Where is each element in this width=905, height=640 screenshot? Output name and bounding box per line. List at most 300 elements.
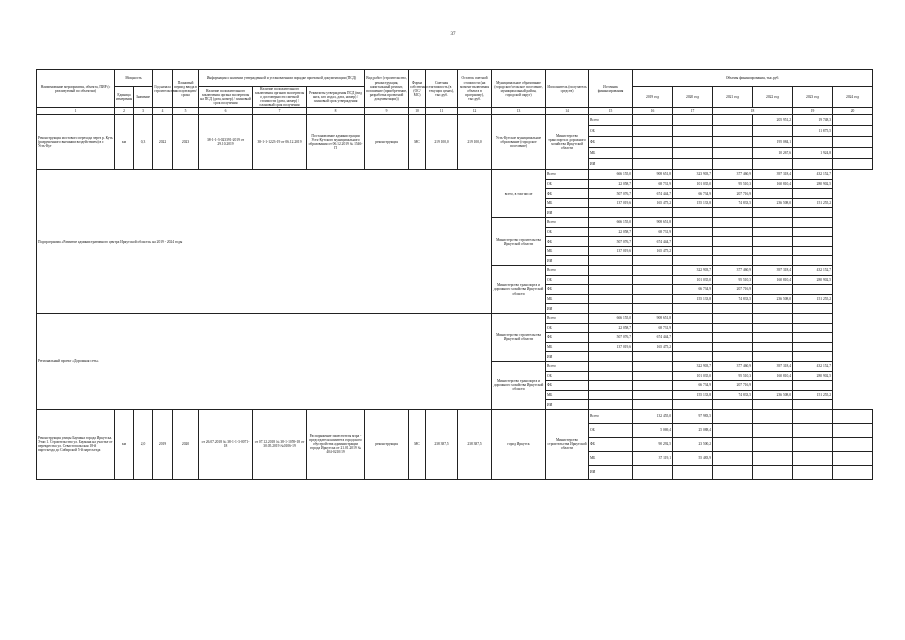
- funding-value-cell: [753, 409, 793, 423]
- object-municipality: город Иркутск: [492, 409, 546, 479]
- funding-source-cell: ОБ: [546, 275, 589, 285]
- header-work-type: Вид работ (строительство, реконструкция, капитальный ремонт, погашение (приобретение, разработка проектной документации)): [365, 70, 409, 108]
- object-unit: км: [115, 409, 134, 479]
- column-number: 5: [173, 108, 199, 115]
- funding-value-cell: [633, 352, 673, 362]
- funding-value-cell: [633, 465, 673, 479]
- funding-value-cell: [589, 256, 633, 266]
- funding-value-cell: [713, 148, 753, 159]
- object-remaining-cost: 219 100,0: [458, 115, 492, 170]
- funding-value-cell: [793, 208, 833, 218]
- funding-value-cell: [793, 137, 833, 148]
- funding-value-cell: [793, 285, 833, 295]
- column-number: 2: [115, 108, 134, 115]
- funding-value-cell: [589, 266, 633, 276]
- funding-value-cell: 507 076,7: [589, 237, 633, 247]
- object-reliability: от 07.12.2018 № 38-1-1059-18 от 30.05.2019 №0106-19: [253, 409, 307, 479]
- funding-value-cell: [753, 256, 793, 266]
- column-number: 18: [713, 108, 793, 115]
- funding-value-cell: [713, 342, 753, 352]
- funding-value-cell: [673, 218, 713, 228]
- header-psd-approval: Реквизиты утверждения ПСД (вид акта, кто издал, дата, номер) / плановый срок утверждения: [307, 87, 365, 108]
- funding-value-cell: 74 833,5: [713, 198, 753, 208]
- funding-value-cell: 37 119,1: [633, 451, 673, 465]
- group-name: Региональный проект «Дорожная сеть»: [37, 313, 492, 409]
- funding-value-cell: [713, 423, 753, 437]
- funding-value-cell: [833, 451, 873, 465]
- object-municipality: Усть-Кутское муниципальное образование (городское поселение): [492, 115, 546, 170]
- funding-value-cell: 280 902,5: [793, 275, 833, 285]
- funding-value-cell: [753, 304, 793, 314]
- funding-value-cell: 160 810,4: [753, 371, 793, 381]
- funding-source-cell: МБ: [546, 198, 589, 208]
- funding-value-cell: 66 734,9: [673, 381, 713, 391]
- funding-source-cell: ОБ: [546, 227, 589, 237]
- funding-value-cell: 207 716,9: [713, 381, 753, 391]
- header-remaining-cost: Остаток сметной стоимости (на момент включения объекта в программу), тыс.руб.: [458, 70, 492, 108]
- funding-value-cell: 151 255,2: [793, 390, 833, 400]
- funding-value-cell: [833, 137, 873, 148]
- header-year-2023: 2023 год: [793, 87, 833, 108]
- funding-value-cell: [753, 342, 793, 352]
- funding-value-cell: 22 058,7: [589, 179, 633, 189]
- funding-value-cell: [753, 159, 793, 170]
- funding-value-cell: [793, 423, 833, 437]
- funding-value-cell: 22 058,7: [589, 227, 633, 237]
- funding-source-cell: ФБ: [589, 437, 633, 451]
- funding-source-cell: ИИ: [546, 400, 589, 410]
- funding-value-cell: 397 318,4: [753, 170, 793, 180]
- object-reliability: 38-1-1-1223-19 от 06.12.2019: [253, 115, 307, 170]
- funding-value-cell: 195 084,1: [753, 137, 793, 148]
- funding-value-cell: [713, 126, 753, 137]
- funding-value-cell: [713, 159, 753, 170]
- group-executor: Министерство строительства Иркутской области: [492, 313, 546, 361]
- funding-value-cell: [633, 371, 673, 381]
- column-number: 8: [307, 108, 365, 115]
- funding-value-cell: [633, 381, 673, 391]
- funding-value-cell: 236 508,0: [753, 294, 793, 304]
- funding-value-cell: [753, 437, 793, 451]
- funding-value-cell: [833, 465, 873, 479]
- header-year-start: Год начала строительства: [153, 70, 173, 108]
- funding-value-cell: 280 902,5: [793, 179, 833, 189]
- header-year-2020: 2020 год: [673, 87, 713, 108]
- column-number: 3: [134, 108, 153, 115]
- funding-value-cell: [633, 148, 673, 159]
- column-number: 1: [37, 108, 115, 115]
- funding-value-cell: 95 510,3: [713, 371, 753, 381]
- funding-value-cell: 137 019,6: [589, 342, 633, 352]
- funding-value-cell: [753, 323, 793, 333]
- funding-value-cell: [793, 400, 833, 410]
- funding-source-cell: ИИ: [546, 304, 589, 314]
- funding-value-cell: [713, 246, 753, 256]
- funding-value-cell: 68 731,9: [633, 323, 673, 333]
- group-executor: всего, в том числе: [492, 170, 546, 218]
- funding-value-cell: 674 444,7: [633, 189, 673, 199]
- funding-value-cell: [713, 218, 753, 228]
- column-number: 17: [673, 108, 713, 115]
- header-year-end: Плановый период ввода в эксплуатацию/срока: [173, 70, 199, 108]
- funding-value-cell: [713, 333, 753, 343]
- funding-value-cell: 132 455,0: [633, 409, 673, 423]
- funding-value-cell: 151 255,2: [793, 294, 833, 304]
- funding-value-cell: [833, 159, 873, 170]
- header-expertise: Наличие положительного заключения органа экспертизы на ПСД (дата, номер) / плановый срок получения: [199, 87, 253, 108]
- column-number: 11: [426, 108, 458, 115]
- funding-value-cell: [753, 333, 793, 343]
- object-year-end: 2020: [173, 409, 199, 479]
- funding-value-cell: 11 875,5: [793, 126, 833, 137]
- funding-value-cell: [793, 409, 833, 423]
- funding-value-cell: [589, 352, 633, 362]
- funding-value-cell: [833, 115, 873, 126]
- funding-value-cell: [753, 126, 793, 137]
- funding-value-cell: [673, 159, 713, 170]
- funding-value-cell: 160 810,4: [753, 275, 793, 285]
- header-estimated-cost: Сметная стоимость (в текущих ценах), тыс.руб.: [426, 70, 458, 108]
- funding-value-cell: 666 155,0: [589, 170, 633, 180]
- funding-value-cell: [633, 208, 673, 218]
- funding-value-cell: 322 903,7: [673, 361, 713, 371]
- object-estimated-cost: 238 387,5: [426, 409, 458, 479]
- funding-source-cell: ОБ: [546, 371, 589, 381]
- funding-source-cell: МБ: [546, 342, 589, 352]
- funding-source-cell: ИИ: [589, 465, 633, 479]
- funding-value-cell: [673, 126, 713, 137]
- table-row: [37, 313, 873, 323]
- funding-value-cell: [633, 126, 673, 137]
- object-approval: Распоряжение заместителя мэра - председателя комитета городского обустройства администрации города Иркутска от 21.01.2019 № 404-0210/19: [307, 409, 365, 479]
- funding-source-cell: МБ: [589, 148, 633, 159]
- object-year-start: 2022: [153, 115, 173, 170]
- header-year-2022: 2022 год: [753, 87, 793, 108]
- header-name: Наименование мероприятия, объекта, ПИР (с реализуемый по объектам): [37, 70, 115, 108]
- funding-value-cell: [589, 390, 633, 400]
- funding-value-cell: [713, 352, 753, 362]
- funding-source-cell: ОБ: [546, 323, 589, 333]
- funding-value-cell: [713, 409, 753, 423]
- object-executor: Министерство транспорта и дорожного хозяйства Иркутской области: [546, 115, 589, 170]
- group-executor: Министерство строительства Иркутской области: [492, 218, 546, 266]
- funding-value-cell: 908 651,8: [633, 313, 673, 323]
- funding-value-cell: 908 651,8: [633, 170, 673, 180]
- funding-value-cell: [589, 400, 633, 410]
- funding-value-cell: [793, 333, 833, 343]
- column-number: 13: [492, 108, 546, 115]
- funding-value-cell: 397 318,4: [753, 266, 793, 276]
- funding-value-cell: [673, 465, 713, 479]
- table-row: [37, 115, 873, 126]
- funding-value-cell: [753, 227, 793, 237]
- column-number: 20: [833, 108, 873, 115]
- funding-value-cell: 207 716,9: [713, 285, 753, 295]
- funding-value-cell: [833, 409, 873, 423]
- column-number-row: [37, 108, 873, 115]
- funding-source-cell: МБ: [589, 451, 633, 465]
- funding-value-cell: [673, 227, 713, 237]
- funding-value-cell: [589, 275, 633, 285]
- funding-value-cell: [793, 465, 833, 479]
- object-unit: км: [115, 115, 134, 170]
- funding-value-cell: 95 510,3: [713, 275, 753, 285]
- funding-value-cell: 908 651,8: [633, 218, 673, 228]
- funding-source-cell: Всего: [589, 115, 633, 126]
- funding-value-cell: [793, 159, 833, 170]
- funding-value-cell: 205 951,2: [753, 115, 793, 126]
- funding-source-cell: МБ: [546, 390, 589, 400]
- group-name: Подпрограмма «Развитие административного центра Иркутской области» на 2019 - 2024 годы: [37, 170, 492, 314]
- funding-value-cell: [713, 437, 753, 451]
- header-year-2019: 2019 год: [633, 87, 673, 108]
- funding-value-cell: 10 267,6: [753, 148, 793, 159]
- funding-value-cell: [753, 237, 793, 247]
- funding-source-cell: Всего: [546, 266, 589, 276]
- funding-value-cell: 66 734,9: [673, 189, 713, 199]
- funding-value-cell: [713, 256, 753, 266]
- funding-value-cell: [673, 313, 713, 323]
- funding-value-cell: 377 460,9: [713, 361, 753, 371]
- funding-value-cell: [753, 285, 793, 295]
- funding-value-cell: 25 088,4: [673, 423, 713, 437]
- funding-value-cell: [793, 256, 833, 266]
- object-ownership: МС: [409, 115, 426, 170]
- funding-value-cell: [713, 115, 753, 126]
- header-ownership: Форма собственности (ОС/МС): [409, 70, 426, 108]
- funding-source-cell: Всего: [546, 170, 589, 180]
- funding-value-cell: [633, 285, 673, 295]
- object-year-end: 2023: [173, 115, 199, 170]
- funding-value-cell: [713, 313, 753, 323]
- funding-source-cell: ФБ: [546, 333, 589, 343]
- funding-value-cell: [673, 400, 713, 410]
- funding-value-cell: [753, 218, 793, 228]
- funding-value-cell: [713, 323, 753, 333]
- funding-value-cell: 137 019,6: [589, 198, 633, 208]
- funding-value-cell: [713, 451, 753, 465]
- funding-value-cell: [589, 371, 633, 381]
- column-number: 12: [458, 108, 492, 115]
- funding-value-cell: [793, 352, 833, 362]
- funding-value-cell: [833, 126, 873, 137]
- group-executor: Министерство транспорта и дорожного хозяйства Иркутской области: [492, 361, 546, 409]
- funding-value-cell: 74 833,5: [713, 294, 753, 304]
- funding-value-cell: [673, 304, 713, 314]
- header-capacity: Мощность: [115, 70, 153, 87]
- object-work-type: реконструкция: [365, 409, 409, 479]
- funding-value-cell: 207 716,9: [713, 189, 753, 199]
- funding-value-cell: [633, 275, 673, 285]
- funding-value-cell: [633, 115, 673, 126]
- funding-value-cell: [793, 218, 833, 228]
- header-unit: Единица измерения: [115, 87, 134, 108]
- object-remaining-cost: 238 387,5: [458, 409, 492, 479]
- column-number: 4: [153, 108, 173, 115]
- funding-value-cell: 55 483,9: [673, 451, 713, 465]
- funding-value-cell: [753, 423, 793, 437]
- funding-source-cell: ИИ: [589, 159, 633, 170]
- funding-value-cell: [673, 246, 713, 256]
- funding-value-cell: [753, 400, 793, 410]
- funding-value-cell: 674 444,7: [633, 237, 673, 247]
- funding-value-cell: [633, 304, 673, 314]
- funding-value-cell: [793, 313, 833, 323]
- funding-source-cell: ИИ: [546, 256, 589, 266]
- funding-value-cell: [793, 381, 833, 391]
- funding-value-cell: 666 155,0: [589, 313, 633, 323]
- object-work-type: реконструкция: [365, 115, 409, 170]
- funding-value-cell: 155 133,8: [673, 294, 713, 304]
- funding-value-cell: 432 152,7: [793, 170, 833, 180]
- funding-value-cell: 97 983,5: [673, 409, 713, 423]
- funding-value-cell: [753, 189, 793, 199]
- funding-value-cell: [633, 361, 673, 371]
- funding-value-cell: [673, 137, 713, 148]
- funding-value-cell: [833, 148, 873, 159]
- funding-source-cell: ОБ: [546, 179, 589, 189]
- funding-source-cell: ФБ: [546, 285, 589, 295]
- funding-value-cell: 5 069,4: [633, 423, 673, 437]
- funding-value-cell: [753, 246, 793, 256]
- funding-value-cell: 507 076,7: [589, 189, 633, 199]
- funding-value-cell: 22 058,7: [589, 323, 633, 333]
- funding-value-cell: 101 035,0: [673, 179, 713, 189]
- funding-value-cell: [833, 423, 873, 437]
- object-year-start: 2019: [153, 409, 173, 479]
- funding-value-cell: [713, 237, 753, 247]
- funding-value-cell: [633, 266, 673, 276]
- funding-value-cell: [793, 342, 833, 352]
- header-reliability: Наличие положительного заключения органов экспертизы о достоверности сметной стоимости (дата, номер) / плановый срок получения: [253, 87, 307, 108]
- funding-value-cell: [589, 285, 633, 295]
- funding-value-cell: [673, 333, 713, 343]
- group-executor: Министерство транспорта и дорожного хозяйства Иркутской области: [492, 266, 546, 314]
- column-number: 15: [589, 108, 633, 115]
- funding-value-cell: 236 508,0: [753, 198, 793, 208]
- funding-value-cell: [793, 304, 833, 314]
- funding-value-cell: [633, 390, 673, 400]
- header-executor: Исполнитель (получатель средств): [546, 70, 589, 108]
- funding-value-cell: [673, 352, 713, 362]
- funding-value-cell: [589, 294, 633, 304]
- funding-value-cell: [589, 361, 633, 371]
- funding-value-cell: [673, 115, 713, 126]
- funding-value-cell: 95 510,3: [713, 179, 753, 189]
- header-funding-source: Источник финансирования: [589, 70, 633, 108]
- funding-value-cell: [793, 451, 833, 465]
- funding-source-cell: ФБ: [589, 137, 633, 148]
- funding-value-cell: [673, 256, 713, 266]
- funding-value-cell: 151 255,2: [793, 198, 833, 208]
- funding-value-cell: 23 500,2: [673, 437, 713, 451]
- object-value: 0,3: [134, 115, 153, 170]
- funding-source-cell: ИИ: [546, 352, 589, 362]
- funding-value-cell: 66 734,9: [673, 285, 713, 295]
- funding-value-cell: 323 903,7: [673, 170, 713, 180]
- funding-value-cell: 19 748,3: [793, 115, 833, 126]
- object-executor: Министерство строительства Иркутской области: [546, 409, 589, 479]
- object-ownership: МС: [409, 409, 426, 479]
- funding-value-cell: [589, 381, 633, 391]
- page-number: 37: [450, 32, 456, 37]
- funding-value-cell: [673, 208, 713, 218]
- funding-value-cell: 101 035,0: [673, 275, 713, 285]
- funding-source-cell: МБ: [546, 294, 589, 304]
- funding-source-cell: Всего: [546, 313, 589, 323]
- object-name: Реконструкция мостового перехода через р. Куть (разрушенного внешним воздействием) в г. Усть-Кут: [37, 115, 115, 170]
- funding-value-cell: 322 903,7: [673, 266, 713, 276]
- funding-value-cell: 155 133,8: [673, 198, 713, 208]
- funding-source-cell: Всего: [546, 361, 589, 371]
- header-value: Значение: [134, 87, 153, 108]
- funding-value-cell: [713, 400, 753, 410]
- funding-value-cell: 68 731,9: [633, 179, 673, 189]
- funding-source-cell: ОБ: [589, 423, 633, 437]
- funding-value-cell: [633, 294, 673, 304]
- funding-value-cell: [713, 465, 753, 479]
- funding-value-cell: [633, 137, 673, 148]
- table-row: [37, 409, 873, 423]
- funding-value-cell: 101 035,0: [673, 371, 713, 381]
- column-number: 19: [793, 108, 833, 115]
- funding-value-cell: [753, 208, 793, 218]
- funding-value-cell: 507 076,7: [589, 333, 633, 343]
- funding-value-cell: [633, 400, 673, 410]
- column-number: 16: [633, 108, 673, 115]
- funding-value-cell: 432 152,7: [793, 361, 833, 371]
- object-expertise: 38-1-1-3-023391-2019 от 29.10.2019: [199, 115, 253, 170]
- funding-value-cell: 674 444,7: [633, 333, 673, 343]
- funding-value-cell: [713, 304, 753, 314]
- funding-source-cell: ФБ: [546, 381, 589, 391]
- funding-value-cell: [753, 313, 793, 323]
- funding-value-cell: 160 810,4: [753, 179, 793, 189]
- funding-value-cell: 280 902,5: [793, 371, 833, 381]
- funding-source-cell: ИИ: [546, 208, 589, 218]
- funding-value-cell: 432 152,7: [793, 266, 833, 276]
- header-year-2024: 2024 год: [833, 87, 873, 108]
- column-number: 14: [546, 108, 589, 115]
- funding-value-cell: [633, 256, 673, 266]
- funding-value-cell: 90 292,5: [633, 437, 673, 451]
- funding-source-cell: МБ: [546, 246, 589, 256]
- funding-value-cell: [793, 189, 833, 199]
- object-expertise: от 26.07.2018 № 38-1-1-3-0071-18: [199, 409, 253, 479]
- funding-value-cell: [793, 227, 833, 237]
- funding-value-cell: [753, 465, 793, 479]
- column-number: 7: [253, 108, 307, 115]
- funding-value-cell: [589, 208, 633, 218]
- header-funding-volume: Объемы финансирования, тыс.руб.: [633, 70, 873, 87]
- funding-value-cell: 68 731,9: [633, 227, 673, 237]
- financing-table: [36, 69, 873, 480]
- funding-value-cell: [673, 342, 713, 352]
- column-number: 9: [365, 108, 409, 115]
- funding-value-cell: 165 475,2: [633, 198, 673, 208]
- funding-value-cell: [753, 381, 793, 391]
- funding-value-cell: [713, 208, 753, 218]
- funding-value-cell: 666 155,0: [589, 218, 633, 228]
- funding-value-cell: 137 019,6: [589, 246, 633, 256]
- funding-value-cell: 155 133,8: [673, 390, 713, 400]
- funding-source-cell: ОБ: [589, 126, 633, 137]
- funding-value-cell: 74 833,5: [713, 390, 753, 400]
- table-row: [37, 170, 873, 180]
- funding-value-cell: [713, 137, 753, 148]
- object-estimated-cost: 219 100,0: [426, 115, 458, 170]
- header-municipality: Муниципальное образование (городское/сельское поселение, муниципальный район, городской округ): [492, 70, 546, 108]
